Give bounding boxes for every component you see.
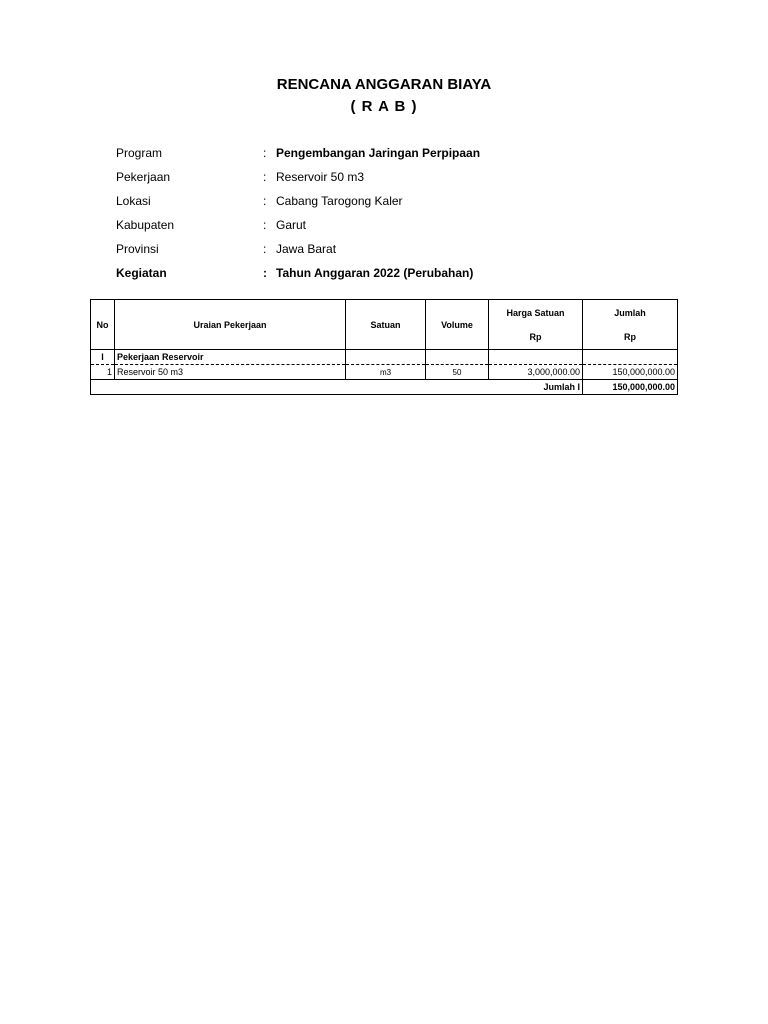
info-value: Cabang Tarogong Kaler (276, 194, 403, 208)
info-row-program (116, 146, 536, 170)
header-harga-unit: Rp (489, 325, 583, 350)
header-uraian: Uraian Pekerjaan (115, 300, 346, 350)
header-jumlah-unit: Rp (583, 325, 678, 350)
header-jumlah: Jumlah (583, 300, 678, 326)
info-colon: : (263, 266, 267, 280)
project-info (116, 146, 536, 290)
header-volume: Volume (426, 300, 489, 350)
info-label: Provinsi (116, 242, 159, 256)
item-volume: 50 (426, 365, 489, 380)
item-satuan: m3 (346, 365, 426, 380)
info-row-provinsi (116, 242, 536, 266)
info-colon: : (263, 194, 267, 208)
info-row-kabupaten (116, 218, 536, 242)
item-no: 1 (91, 365, 115, 380)
total-label: Jumlah I (91, 380, 583, 395)
info-label: Kegiatan (116, 266, 167, 280)
info-value: Pengembangan Jaringan Perpipaan (276, 146, 481, 160)
info-colon: : (263, 218, 267, 232)
table-row (91, 365, 678, 380)
info-value: Garut (276, 218, 307, 232)
section-no: I (91, 350, 115, 365)
item-jumlah: 150,000,000.00 (583, 365, 678, 380)
table-header-row (91, 300, 678, 326)
item-harga: 3,000,000.00 (489, 365, 583, 380)
document-subtitle: ( R A B ) (350, 98, 418, 115)
info-value: Tahun Anggaran 2022 (Perubahan) (276, 266, 474, 280)
info-colon: : (263, 170, 267, 184)
section-empty (583, 350, 678, 365)
info-row-pekerjaan (116, 170, 536, 194)
section-title: Pekerjaan Reservoir (115, 350, 346, 365)
item-uraian: Reservoir 50 m3 (115, 365, 346, 380)
info-colon: : (263, 242, 267, 256)
info-value: Jawa Barat (276, 242, 337, 256)
section-empty (346, 350, 426, 365)
info-label: Pekerjaan (116, 170, 171, 184)
info-value: Reservoir 50 m3 (276, 170, 365, 184)
header-harga-satuan: Harga Satuan (489, 300, 583, 326)
total-value: 150,000,000.00 (583, 380, 678, 395)
document-title: RENCANA ANGGARAN BIAYA (276, 76, 492, 93)
section-empty (489, 350, 583, 365)
header-no: No (91, 300, 115, 350)
info-row-kegiatan (116, 266, 536, 290)
section-empty (426, 350, 489, 365)
info-row-lokasi (116, 194, 536, 218)
info-label: Lokasi (116, 194, 151, 208)
header-satuan: Satuan (346, 300, 426, 350)
rab-table (90, 299, 678, 395)
info-colon: : (263, 146, 267, 160)
section-row (91, 350, 678, 365)
total-row (91, 380, 678, 395)
info-label: Program (116, 146, 163, 160)
info-label: Kabupaten (116, 218, 175, 232)
